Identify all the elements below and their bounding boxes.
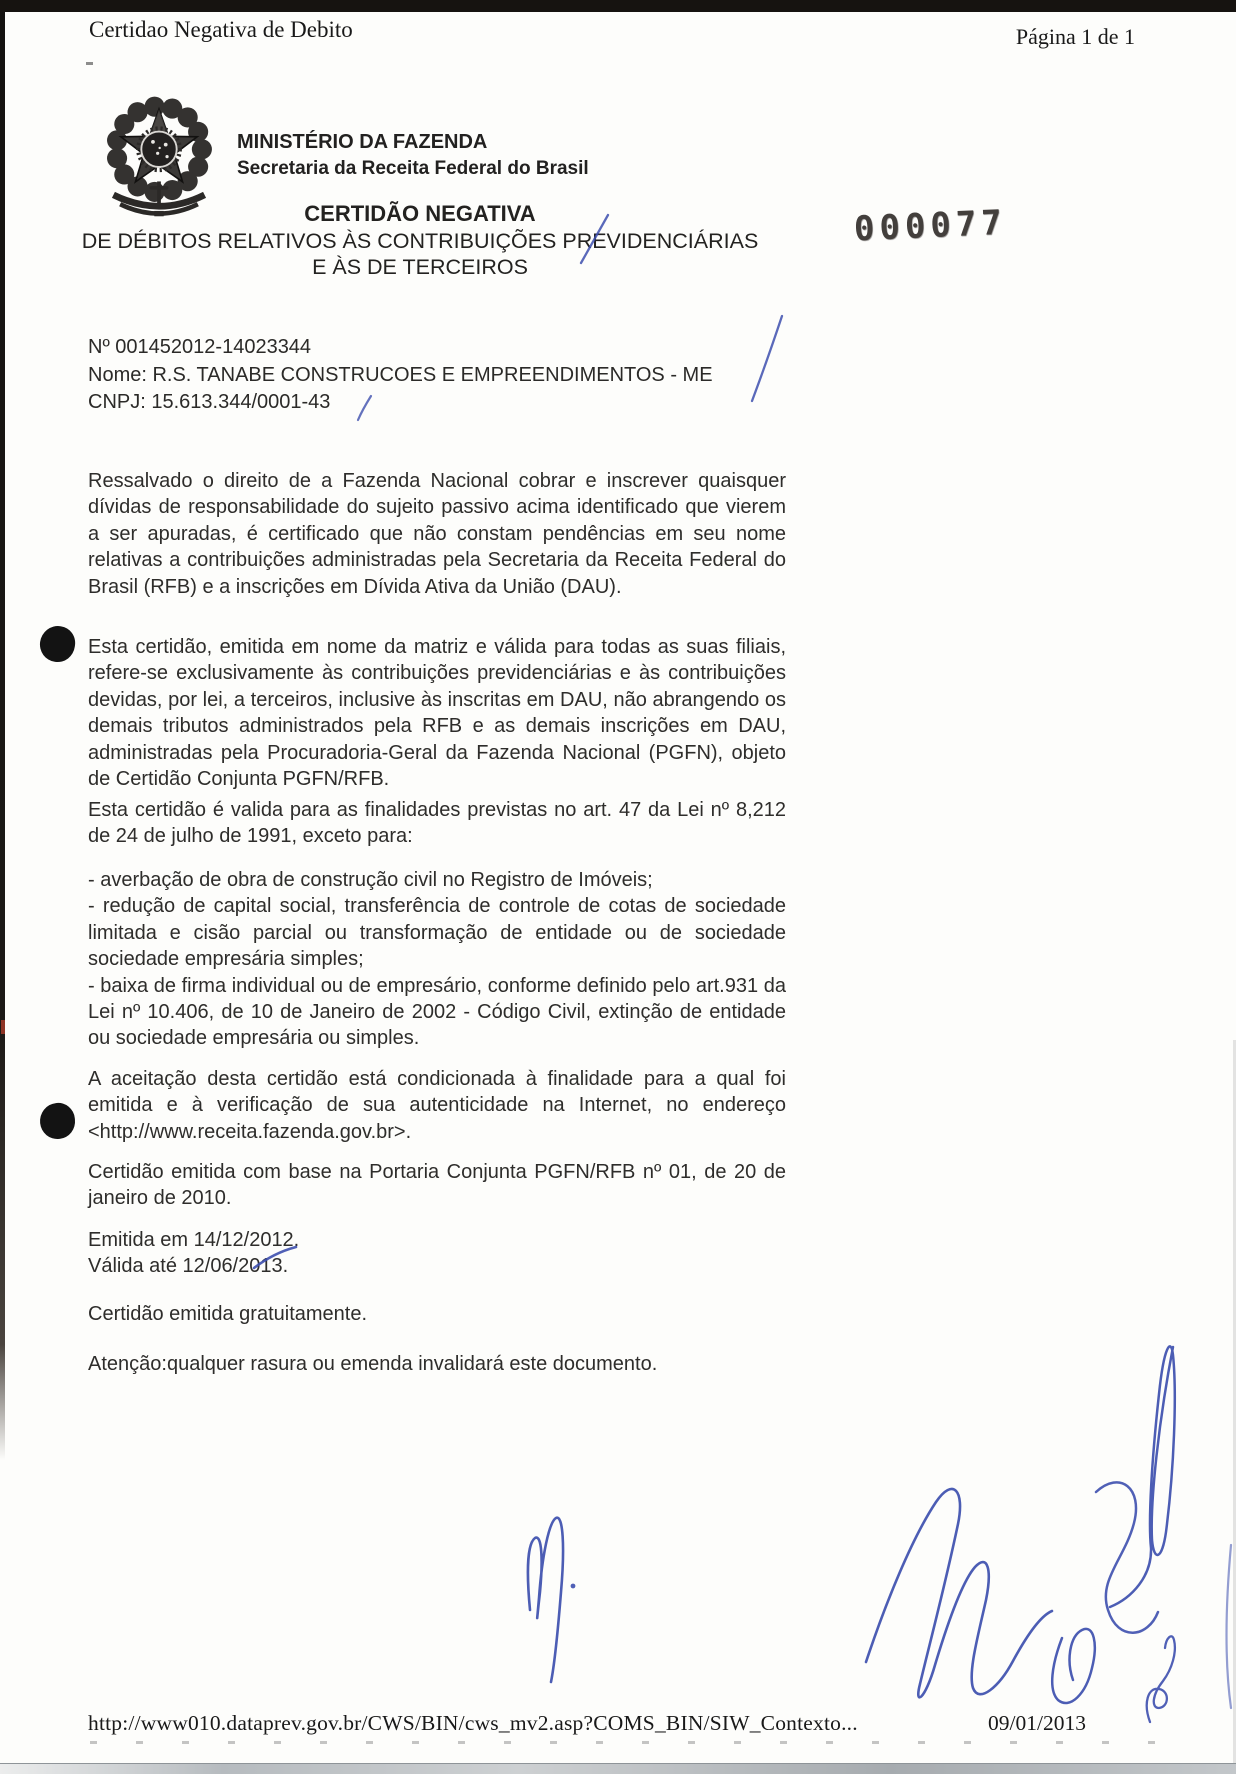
exception-item: - baixa de firma individual ou de empresário, conforme definido pelo art.931 da Lei nº 10.406, de 10 de Janeiro de 2002 - Código Civil, extinção de entidade ou sociedade empresária ou simples.	[88, 974, 786, 1050]
footer-url: http://www010.dataprev.gov.br/CWS/BIN/cws_mv2.asp?COMS_BIN/SIW_Contexto...	[88, 1711, 858, 1735]
issued-date-line: Emitida em 14/12/2012.	[88, 1229, 300, 1251]
free-issue-line: Certidão emitida gratuitamente.	[88, 1303, 368, 1325]
paragraph-acceptance: A aceitação desta certidão está condicionada à finalidade para a qual foi emitida e à verificação de sua autenticidade na Internet, no endereço <http://www.receita.fazenda.gov.br>.	[88, 1068, 786, 1143]
scan-edge-bottom	[0, 1763, 1236, 1774]
certificate-number: Nº 001452012-14023344	[88, 336, 312, 358]
signature-tall-loop	[1110, 1346, 1175, 1607]
exception-item: - averbação de obra de construção civil no Registro de Imóveis;	[88, 869, 653, 891]
punch-hole-mark	[38, 624, 78, 665]
signature-rubric-center	[528, 1518, 563, 1682]
scan-edge-speck	[1, 1020, 5, 1034]
scan-edge-left	[0, 12, 5, 1460]
scan-dotted-line	[90, 1741, 1170, 1744]
valid-date-line: Válida até 12/06/2013.	[88, 1255, 289, 1278]
scan-dash-artifact	[86, 62, 93, 65]
taxpayer-cnpj: CNPJ: 15.613.344/0001-43	[88, 391, 331, 413]
attention-line: Atenção:qualquer rasura ou emenda invalidará este documento.	[88, 1353, 658, 1375]
certificate-title	[70, 201, 770, 280]
punch-hole-mark	[38, 1101, 77, 1140]
signature-right	[866, 1489, 1052, 1697]
certificate-title-line1: CERTIDÃO NEGATIVA	[304, 201, 536, 226]
ministry-name: MINISTÉRIO DA FAZENDA	[237, 131, 488, 153]
taxpayer-name: Nome: R.S. TANABE CONSTRUCOES E EMPREENDIMENTOS - ME	[88, 363, 713, 386]
signature-edge-stroke	[1226, 1545, 1231, 1708]
signature-rubric-dot	[571, 1584, 576, 1589]
serial-number-stamp: 000077	[853, 202, 1008, 250]
paragraph-reservation: Ressalvado o direito de a Fazenda Nacional cobrar e inscrever quaisquer dívidas de responsabilidade do sujeito passivo acima identificado que vierem a ser apuradas, é certificado que não constam pendências em seu nome relativas a contribuições administradas pela Secretaria da Receita Federal do Brasil (RFB) e a inscrições em Dívida Ativa da União (DAU).	[88, 470, 786, 598]
scan-edge-top	[0, 0, 1236, 12]
paragraph-validity: Esta certidão é valida para as finalidades previstas no art. 47 da Lei nº 8,212 de 24 de julho de 1991, exceto para:	[88, 799, 786, 848]
certificate-title-line3: E ÀS DE TERCEIROS	[312, 255, 528, 279]
exception-item: - redução de capital social, transferência de controle de cotas de sociedade limitada e cisão parcial ou transformação de entidade ou de sociedade sociedade empresária simples;	[88, 895, 786, 971]
footer-date: 09/01/2013	[988, 1711, 1086, 1735]
secretariat-name: Secretaria da Receita Federal do Brasil	[237, 158, 589, 179]
certificate-title-line2: DE DÉBITOS RELATIVOS ÀS CONTRIBUIÇÕES PREVIDENCIÁRIAS	[81, 229, 759, 253]
identification-block	[88, 334, 713, 417]
signature-right-flourish	[1096, 1482, 1158, 1632]
paragraph-portaria: Certidão emitida com base na Portaria Conjunta PGFN/RFB nº 01, de 20 de janeiro de 2010.	[88, 1161, 786, 1210]
handwritten-note	[1147, 1636, 1175, 1722]
exceptions-list	[88, 867, 786, 1052]
print-header-page-info: Página 1 de 1	[1015, 24, 1135, 49]
dates-block	[88, 1227, 786, 1280]
paragraph-scope: Esta certidão, emitida em nome da matriz e válida para todas as suas filiais, refere-se exclusivamente às contribuições previdenciárias e às contribuições devidas, por lei, a terceiros, inclusive às inscritas em DAU, não abrangendo os demais tributos administrados pela RFB e as demais inscrições em DAU, administradas pela Procuradoria-Geral da Fazenda Nacional (PGFN), objeto de Certidão Conjunta PGFN/RFB.	[88, 636, 786, 791]
pen-slash-name	[752, 316, 782, 401]
signature-right-loop	[1052, 1629, 1095, 1703]
print-header-title: Certidao Negativa de Debito	[89, 17, 353, 42]
